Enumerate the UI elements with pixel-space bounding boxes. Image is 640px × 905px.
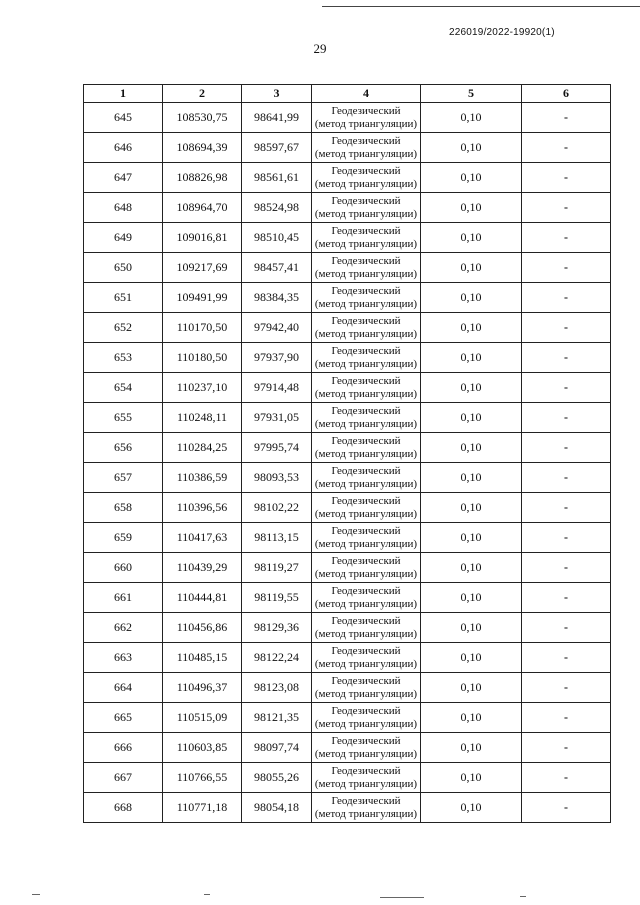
method-line-1: Геодезический [331, 464, 401, 477]
y-coordinate-cell: 98093,53 [242, 463, 312, 493]
point-number-cell: 663 [84, 643, 163, 673]
top-rule [322, 6, 640, 7]
method-line-1: Геодезический [331, 404, 401, 417]
accuracy-cell: 0,10 [421, 283, 522, 313]
table-row [84, 343, 611, 373]
x-coordinate-cell: 109217,69 [163, 253, 242, 283]
method-line-1: Геодезический [331, 104, 401, 117]
column-6-cell: - [522, 463, 611, 493]
method-line-2: (метод триангуляции) [314, 447, 418, 460]
method-cell [312, 493, 421, 523]
table-row [84, 403, 611, 433]
method-line-1: Геодезический [331, 134, 401, 147]
x-coordinate-cell: 109491,99 [163, 283, 242, 313]
method-cell [312, 793, 421, 823]
column-header-5: 5 [421, 85, 522, 103]
method-line-1: Геодезический [331, 374, 401, 387]
table-row [84, 433, 611, 463]
point-number-cell: 664 [84, 673, 163, 703]
x-coordinate-cell: 110417,63 [163, 523, 242, 553]
y-coordinate-cell: 98055,26 [242, 763, 312, 793]
table-row [84, 553, 611, 583]
method-line-2: (метод триангуляции) [314, 567, 418, 580]
method-cell [312, 253, 421, 283]
column-6-cell: - [522, 433, 611, 463]
table-row [84, 643, 611, 673]
method-line-2: (метод триангуляции) [314, 417, 418, 430]
y-coordinate-cell: 98119,55 [242, 583, 312, 613]
column-header-2: 2 [163, 85, 242, 103]
scan-artifact [520, 896, 526, 897]
x-coordinate-cell: 110439,29 [163, 553, 242, 583]
method-line-1: Геодезический [331, 164, 401, 177]
point-number-cell: 648 [84, 193, 163, 223]
point-number-cell: 662 [84, 613, 163, 643]
y-coordinate-cell: 98097,74 [242, 733, 312, 763]
y-coordinate-cell: 98457,41 [242, 253, 312, 283]
method-cell [312, 163, 421, 193]
method-cell [312, 223, 421, 253]
x-coordinate-cell: 108964,70 [163, 193, 242, 223]
accuracy-cell: 0,10 [421, 163, 522, 193]
point-number-cell: 668 [84, 793, 163, 823]
method-line-1: Геодезический [331, 644, 401, 657]
column-6-cell: - [522, 103, 611, 133]
column-6-cell: - [522, 733, 611, 763]
table-body [84, 103, 611, 823]
y-coordinate-cell: 97995,74 [242, 433, 312, 463]
point-number-cell: 646 [84, 133, 163, 163]
table-row [84, 613, 611, 643]
page-number: 29 [313, 41, 327, 56]
column-6-cell: - [522, 613, 611, 643]
method-line-2: (метод триангуляции) [314, 687, 418, 700]
column-6-cell: - [522, 223, 611, 253]
method-cell [312, 133, 421, 163]
accuracy-cell: 0,10 [421, 523, 522, 553]
accuracy-cell: 0,10 [421, 103, 522, 133]
method-line-1: Геодезический [331, 524, 401, 537]
method-cell [312, 553, 421, 583]
x-coordinate-cell: 110766,55 [163, 763, 242, 793]
accuracy-cell: 0,10 [421, 613, 522, 643]
x-coordinate-cell: 110603,85 [163, 733, 242, 763]
column-6-cell: - [522, 643, 611, 673]
accuracy-cell: 0,10 [421, 673, 522, 703]
column-6-cell: - [522, 703, 611, 733]
method-cell [312, 613, 421, 643]
accuracy-cell: 0,10 [421, 463, 522, 493]
point-number-cell: 657 [84, 463, 163, 493]
x-coordinate-cell: 109016,81 [163, 223, 242, 253]
point-number-cell: 649 [84, 223, 163, 253]
method-line-2: (метод триангуляции) [314, 327, 418, 340]
column-6-cell: - [522, 523, 611, 553]
method-cell [312, 193, 421, 223]
method-cell [312, 763, 421, 793]
x-coordinate-cell: 110496,37 [163, 673, 242, 703]
method-line-1: Геодезический [331, 794, 401, 807]
table-row [84, 253, 611, 283]
method-line-1: Геодезический [331, 764, 401, 777]
accuracy-cell: 0,10 [421, 703, 522, 733]
column-6-cell: - [522, 343, 611, 373]
method-line-2: (метод триангуляции) [314, 657, 418, 670]
y-coordinate-cell: 98121,35 [242, 703, 312, 733]
document-number: 226019/2022-19920(1) [449, 27, 555, 38]
x-coordinate-cell: 110248,11 [163, 403, 242, 433]
table-row [84, 193, 611, 223]
column-6-cell: - [522, 793, 611, 823]
y-coordinate-cell: 97937,90 [242, 343, 312, 373]
coordinates-table [83, 84, 611, 823]
column-6-cell: - [522, 253, 611, 283]
accuracy-cell: 0,10 [421, 253, 522, 283]
method-line-1: Геодезический [331, 344, 401, 357]
y-coordinate-cell: 98102,22 [242, 493, 312, 523]
column-6-cell: - [522, 403, 611, 433]
method-line-1: Геодезический [331, 284, 401, 297]
table-row [84, 373, 611, 403]
table-row [84, 793, 611, 823]
accuracy-cell: 0,10 [421, 343, 522, 373]
accuracy-cell: 0,10 [421, 403, 522, 433]
table-row [84, 583, 611, 613]
method-cell [312, 313, 421, 343]
table-row [84, 223, 611, 253]
point-number-cell: 660 [84, 553, 163, 583]
column-header-6: 6 [522, 85, 611, 103]
point-number-cell: 652 [84, 313, 163, 343]
column-6-cell: - [522, 553, 611, 583]
method-line-2: (метод триангуляции) [314, 357, 418, 370]
table-row [84, 133, 611, 163]
method-line-2: (метод триангуляции) [314, 597, 418, 610]
method-cell [312, 343, 421, 373]
accuracy-cell: 0,10 [421, 313, 522, 343]
y-coordinate-cell: 98123,08 [242, 673, 312, 703]
y-coordinate-cell: 97914,48 [242, 373, 312, 403]
accuracy-cell: 0,10 [421, 553, 522, 583]
method-cell [312, 373, 421, 403]
column-6-cell: - [522, 673, 611, 703]
scan-artifact [204, 894, 210, 895]
method-cell [312, 703, 421, 733]
x-coordinate-cell: 110444,81 [163, 583, 242, 613]
method-cell [312, 583, 421, 613]
x-coordinate-cell: 110396,56 [163, 493, 242, 523]
point-number-cell: 651 [84, 283, 163, 313]
accuracy-cell: 0,10 [421, 733, 522, 763]
method-line-2: (метод триангуляции) [314, 717, 418, 730]
point-number-cell: 667 [84, 763, 163, 793]
method-line-1: Геодезический [331, 224, 401, 237]
table-row [84, 103, 611, 133]
y-coordinate-cell: 98384,35 [242, 283, 312, 313]
column-header-4: 4 [312, 85, 421, 103]
y-coordinate-cell: 97942,40 [242, 313, 312, 343]
y-coordinate-cell: 98524,98 [242, 193, 312, 223]
table-row [84, 733, 611, 763]
method-line-1: Геодезический [331, 554, 401, 567]
method-cell [312, 523, 421, 553]
accuracy-cell: 0,10 [421, 763, 522, 793]
method-line-1: Геодезический [331, 734, 401, 747]
x-coordinate-cell: 110170,50 [163, 313, 242, 343]
method-line-1: Геодезический [331, 704, 401, 717]
point-number-cell: 666 [84, 733, 163, 763]
column-6-cell: - [522, 163, 611, 193]
column-6-cell: - [522, 313, 611, 343]
x-coordinate-cell: 110515,09 [163, 703, 242, 733]
y-coordinate-cell: 98122,24 [242, 643, 312, 673]
method-cell [312, 283, 421, 313]
method-line-1: Геодезический [331, 494, 401, 507]
accuracy-cell: 0,10 [421, 583, 522, 613]
method-line-2: (метод триангуляции) [314, 537, 418, 550]
column-header-3: 3 [242, 85, 312, 103]
column-6-cell: - [522, 133, 611, 163]
method-line-1: Геодезический [331, 614, 401, 627]
method-line-2: (метод триангуляции) [314, 147, 418, 160]
y-coordinate-cell: 98597,67 [242, 133, 312, 163]
accuracy-cell: 0,10 [421, 223, 522, 253]
method-cell [312, 643, 421, 673]
point-number-cell: 658 [84, 493, 163, 523]
scan-artifact [32, 894, 40, 895]
method-line-2: (метод триангуляции) [314, 177, 418, 190]
point-number-cell: 653 [84, 343, 163, 373]
column-6-cell: - [522, 493, 611, 523]
x-coordinate-cell: 108530,75 [163, 103, 242, 133]
method-line-2: (метод триангуляции) [314, 777, 418, 790]
method-line-2: (метод триангуляции) [314, 627, 418, 640]
column-6-cell: - [522, 283, 611, 313]
x-coordinate-cell: 108826,98 [163, 163, 242, 193]
method-cell [312, 673, 421, 703]
point-number-cell: 655 [84, 403, 163, 433]
point-number-cell: 645 [84, 103, 163, 133]
method-line-2: (метод триангуляции) [314, 237, 418, 250]
method-cell [312, 733, 421, 763]
x-coordinate-cell: 110237,10 [163, 373, 242, 403]
scan-artifact [380, 897, 424, 898]
column-header-1: 1 [84, 85, 163, 103]
y-coordinate-cell: 98510,45 [242, 223, 312, 253]
method-line-1: Геодезический [331, 674, 401, 687]
method-line-2: (метод триангуляции) [314, 747, 418, 760]
point-number-cell: 647 [84, 163, 163, 193]
method-line-2: (метод триангуляции) [314, 297, 418, 310]
table-header-row [84, 85, 611, 103]
accuracy-cell: 0,10 [421, 373, 522, 403]
method-line-2: (метод триангуляции) [314, 267, 418, 280]
method-line-2: (метод триангуляции) [314, 387, 418, 400]
point-number-cell: 654 [84, 373, 163, 403]
y-coordinate-cell: 98113,15 [242, 523, 312, 553]
table-row [84, 163, 611, 193]
x-coordinate-cell: 110386,59 [163, 463, 242, 493]
x-coordinate-cell: 110485,15 [163, 643, 242, 673]
method-line-2: (метод триангуляции) [314, 207, 418, 220]
accuracy-cell: 0,10 [421, 133, 522, 163]
table-row [84, 463, 611, 493]
method-line-1: Геодезический [331, 434, 401, 447]
x-coordinate-cell: 108694,39 [163, 133, 242, 163]
accuracy-cell: 0,10 [421, 433, 522, 463]
y-coordinate-cell: 98129,36 [242, 613, 312, 643]
method-line-1: Геодезический [331, 314, 401, 327]
method-line-1: Геодезический [331, 584, 401, 597]
method-line-2: (метод триангуляции) [314, 477, 418, 490]
accuracy-cell: 0,10 [421, 643, 522, 673]
method-line-1: Геодезический [331, 194, 401, 207]
table-row [84, 313, 611, 343]
column-6-cell: - [522, 193, 611, 223]
table-row [84, 523, 611, 553]
point-number-cell: 659 [84, 523, 163, 553]
method-cell [312, 103, 421, 133]
column-6-cell: - [522, 763, 611, 793]
point-number-cell: 661 [84, 583, 163, 613]
x-coordinate-cell: 110284,25 [163, 433, 242, 463]
table-row [84, 703, 611, 733]
accuracy-cell: 0,10 [421, 493, 522, 523]
method-cell [312, 433, 421, 463]
column-6-cell: - [522, 373, 611, 403]
table-row [84, 493, 611, 523]
point-number-cell: 650 [84, 253, 163, 283]
y-coordinate-cell: 98054,18 [242, 793, 312, 823]
column-6-cell: - [522, 583, 611, 613]
table-row [84, 283, 611, 313]
x-coordinate-cell: 110771,18 [163, 793, 242, 823]
table-row [84, 763, 611, 793]
method-cell [312, 463, 421, 493]
y-coordinate-cell: 98119,27 [242, 553, 312, 583]
method-cell [312, 403, 421, 433]
point-number-cell: 665 [84, 703, 163, 733]
method-line-2: (метод триангуляции) [314, 117, 418, 130]
y-coordinate-cell: 98561,61 [242, 163, 312, 193]
accuracy-cell: 0,10 [421, 193, 522, 223]
x-coordinate-cell: 110180,50 [163, 343, 242, 373]
accuracy-cell: 0,10 [421, 793, 522, 823]
method-line-2: (метод триангуляции) [314, 507, 418, 520]
method-line-2: (метод триангуляции) [314, 807, 418, 820]
method-line-1: Геодезический [331, 254, 401, 267]
y-coordinate-cell: 97931,05 [242, 403, 312, 433]
y-coordinate-cell: 98641,99 [242, 103, 312, 133]
x-coordinate-cell: 110456,86 [163, 613, 242, 643]
table-row [84, 673, 611, 703]
point-number-cell: 656 [84, 433, 163, 463]
